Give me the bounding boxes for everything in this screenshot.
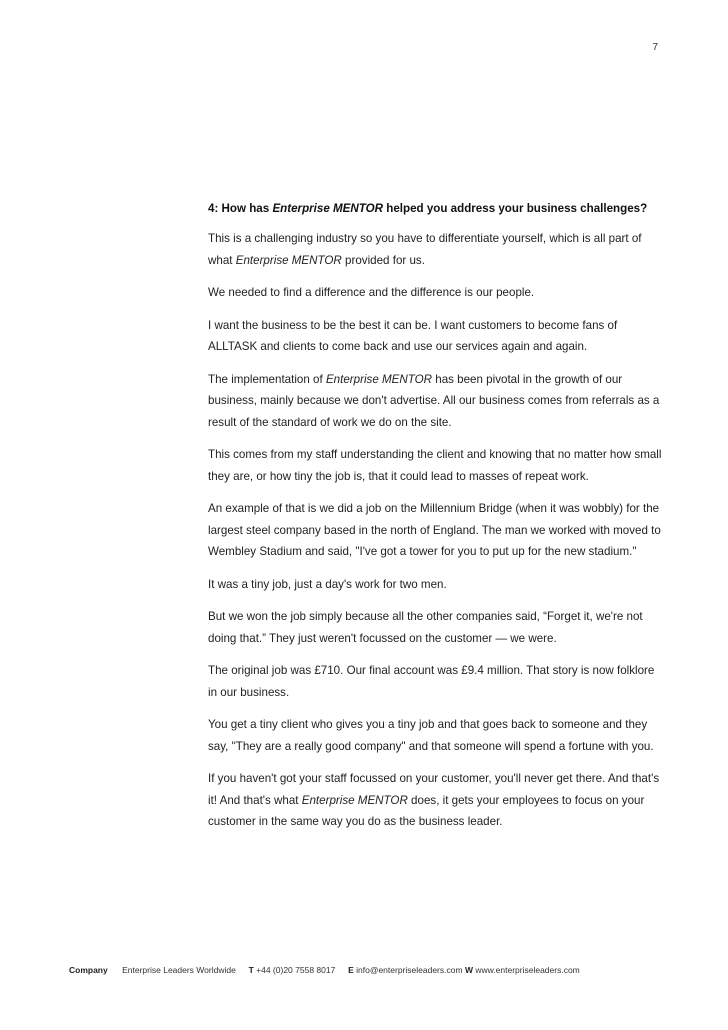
- question-suffix: helped you address your business challenges?: [383, 202, 648, 215]
- footer: [69, 965, 580, 975]
- question-emphasis: Enterprise MENTOR: [272, 202, 384, 215]
- footer-email[interactable]: info@enterpriseleaders.com: [356, 965, 463, 975]
- footer-phone: +44 (0)20 7558 8017: [256, 965, 336, 975]
- document-body: [208, 198, 663, 844]
- paragraph-4: [208, 369, 663, 434]
- paragraph-7-text: It was a tiny job, just a day's work for two men.: [208, 577, 447, 591]
- paragraph-11-text-a: If you haven't got your staff focussed on your customer, you'll never get there. And that's it! And that's what: [208, 772, 660, 807]
- paragraph-11: [208, 768, 663, 833]
- paragraph-6-text: An example of that is we did a job on the Millennium Bridge (when it was wobbly) for the largest steel company based in the north of England. The man we worked with moved to Wembley Stadium and said, "I've got a tower for you to put up for the new stadium.": [208, 502, 661, 558]
- paragraph-5-text: This comes from my staff understanding the client and knowing that no matter how small they are, or how tiny the job is, that it could lead to masses of repeat work.: [208, 448, 662, 483]
- paragraph-8: [208, 606, 663, 649]
- paragraph-10: [208, 714, 663, 757]
- paragraph-8-text: But we won the job simply because all the other companies said, “Forget it, we're not doing that.” They just weren't focussed on the customer — we were.: [208, 610, 643, 645]
- paragraph-1-emphasis: Enterprise MENTOR: [235, 253, 342, 267]
- paragraph-7: [208, 574, 663, 596]
- paragraph-1-text-a: This is a challenging industry so you have to differentiate yourself, which is all part of what: [208, 232, 642, 267]
- paragraph-3-text: I want the business to be the best it can be. I want customers to become fans of ALLTASK and clients to come back and use our services again and again.: [208, 318, 618, 353]
- paragraph-11-emphasis: Enterprise MENTOR: [301, 793, 408, 807]
- footer-phone-label: T: [248, 965, 254, 975]
- question-prefix: 4: How has: [208, 202, 273, 215]
- footer-web-label: W: [464, 965, 473, 975]
- paragraph-4-emphasis: Enterprise MENTOR: [325, 372, 433, 386]
- page-number: 7: [652, 42, 658, 53]
- footer-company-name: Enterprise Leaders Worldwide: [122, 965, 236, 975]
- footer-company-label: Company: [69, 965, 108, 975]
- paragraph-11-text-b: does, it gets your employees to focus on your customer in the same way you do as the business leader.: [208, 793, 645, 828]
- paragraph-3: [208, 315, 663, 358]
- paragraph-10-text: You get a tiny client who gives you a tiny job and that goes back to someone and they say, "They are a really good company" and that someone will spend a fortune with you.: [208, 718, 654, 753]
- paragraph-5: [208, 444, 663, 487]
- paragraph-2-text: We needed to find a difference and the difference is our people.: [208, 286, 535, 299]
- footer-email-label: E: [348, 965, 354, 975]
- paragraph-9: [208, 660, 663, 703]
- paragraph-6: [208, 498, 663, 563]
- paragraph-2: [208, 282, 663, 304]
- question-heading: [208, 198, 663, 219]
- paragraph-9-text: The original job was £710. Our final account was £9.4 million. That story is now folklore in our business.: [208, 664, 655, 699]
- paragraph-1: [208, 228, 663, 271]
- footer-web[interactable]: www.enterpriseleaders.com: [475, 965, 580, 975]
- paragraph-1-text-b: provided for us.: [341, 253, 425, 267]
- paragraph-4-text-a: The implementation of: [208, 372, 326, 386]
- paragraph-4-text-b: has been pivotal in the growth of our business, mainly because we don't advertise. All our business comes from referrals as a result of the standard of work we do on the site.: [208, 372, 660, 429]
